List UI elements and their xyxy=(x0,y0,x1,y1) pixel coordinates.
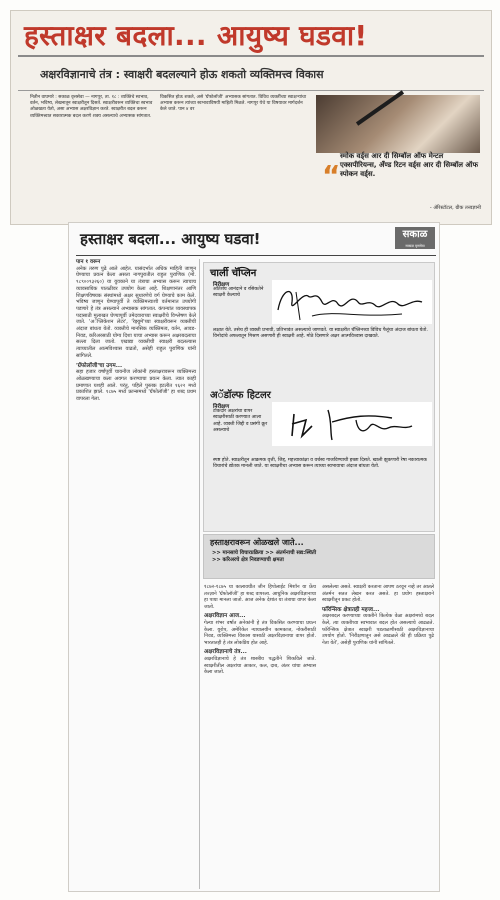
chaplin-title: चार्ली चॅप्लिन xyxy=(210,268,257,279)
top-subheadline: अक्षरविज्ञानाचे तंत्र : स्वाक्षरी बदलल्याने होऊ शकतो व्यक्तिमत्त्व विकास xyxy=(40,68,324,81)
column-divider xyxy=(199,259,200,889)
lower-column-1 xyxy=(204,584,316,889)
top-headline: हस्ताक्षर बदला... आयुष्य घडवा! xyxy=(24,19,368,52)
left-column-heading: पान १ वरून xyxy=(76,259,101,265)
top-divider xyxy=(18,55,484,57)
pull-quote: स्मोक वर्ड्स आर दी सिम्बॉल ऑफ मेन्टल एक्सपीरियन्स, अँण्ड रिटन वर्ड्स आर दी सिम्बॉल ऑफ स्पोकन वर्ड्स. xyxy=(340,152,478,178)
chaplin-observation-label: निरीक्षण xyxy=(213,282,230,288)
left-column-body: अनेक तरुण पुढे आले आहेत. यासंदर्भात अधिक माहिती जाणून घेण्याचा प्रयत्न केला असता नागपुरातील राहुल पुराणिक (मो. ९८९००९३२६०) या युवकाने या तंत्राचा अभ्यास करून त्याचाच व्यावसायिक पातळीवर उपयोग केला आहे. शिक्षणानंतर आणि शिक्षणविषयक संस्थांमध्ये अक्षर सुधारणेचे वर्ग घेण्याचे काम केले. भविष्य जाणून घेण्यापूर्वी ते व्यक्तिमत्त्वाशी वर्तमानात उपयोगी पडणारे हे तंत्र असल्याने अभ्यासक सांगतात. कंपन्यांत व्यवस्थापक पदासाठी मुलाखत घेण्यापूर्वी उमेदवाराच्या स्वाक्षरीचे विश्लेषण केले जाते. 'अॅप्लिकेशन लेटर', 'रेझ्युमे'च्या स्वाक्षरीवरून व्यक्तीची अंदाज बांधता येतो. व्यक्तीचे मानसिक व्यक्तिमत्व, वर्तन, आवड-निवड, करिअरसाठी योग्य दिशा याचा अभ्यास करून अक्षरबदलाचा सल्ला दिला जातो. एखाद्या व्यक्तीची स्वाक्षरी बदलल्यास त्याच्यातील आत्मविश्वास वाढतो, असेही राहुल पुराणिक यांनी सांगितले. xyxy=(76,265,196,359)
top-column-2: विकसित होऊ शकते, असे 'ग्रॅफोलॉजी' अभ्यासक सांगतात. विविध व्यक्तींच्या स्वाक्षऱ्यांचा अभ्यास करून त्यांच्या स्वभावाविषयी माहिती मिळते. नागपूर येथे या विषयावर मार्गदर्शन केले जाते. पान ४ वर xyxy=(160,95,307,113)
lower-column-2 xyxy=(322,584,434,889)
lower-column-2-subheading-1: फॉरेन्सिक क्षेत्रातही महत्त्व... xyxy=(322,606,380,613)
hitler-signature-image xyxy=(272,402,432,446)
hand-writing-photo xyxy=(316,95,480,153)
lower-column-2-para-2: अक्षरबदल करण्याच्या व्यक्तीने कित्येक वेळा अक्षरांमध्ये बदल केले, त्या व्यक्तीच्या स्वभावात बदल होत असल्याचे आढळते. फॉरेन्सिक क्षेत्रात स्वाक्षरी पडताळणीसाठी अक्षरविज्ञानाचा उपयोग होतो. 'निरीक्षणातून असे आढळले की ही प्रक्रिया पुढे नेता येते', असेही पुराणिक यांनी सांगितले. xyxy=(322,613,434,646)
hitler-analysis: स्पष्ट होते. स्वाक्षरीतून आक्रमक वृत्ती, जिद्द, महत्त्वाकांक्षा व वर्चस्व गाजविण्याची इच्छा दिसते. खाली झुकणारी रेषा नकारात्मक विचारांचे द्योतक मानली जाते. या स्वाक्षरीचा अभ्यास करून त्याच्या स्वभावाचा अंदाज बांधता येतो. xyxy=(213,458,427,470)
pull-quote-source: - ॲरिस्टॉटल, ग्रीक तत्त्वज्ञानी xyxy=(429,205,481,211)
main-headline: हस्ताक्षर बदला... आयुष्य घडवा! xyxy=(80,230,261,248)
lower-column-1-para-3: अक्षरविज्ञानाचे हे तंत्र शास्त्रीय पद्धतीने शिकविले जाते. स्वाक्षरीतील अक्षरांचा आकार, कल, दाब, अंतर यांचा अभ्यास केला जातो. xyxy=(204,655,316,676)
hitler-observation-text: टोकदार अक्षरांचा वापर स्वाक्षरीसाठी करण्यात आला आहे. व्यक्ती जिद्दी व प्रसंगी क्रूर असल्याचे xyxy=(213,409,268,434)
sakal-logo: सकाळ xyxy=(395,227,435,249)
lower-column-1-subheading-2: अक्षरविज्ञानाचे तंत्र... xyxy=(204,649,247,656)
top-divider-2 xyxy=(18,90,484,91)
sakal-logo-tagline: सकाळ वृत्तसेवा xyxy=(405,244,425,248)
lower-column-1-para-1: १८७२-१८७५ या कालावधीत जीन हिपोलाईट मिशॉन या फ्रेंच तज्ज्ञाने 'ग्रॅफोलॉजी' हा शब्द वापरला. आधुनिक अक्षरविज्ञानाचा हा पाया मानला जातो. आज अनेक देशांत या तंत्राचा वापर केला जातो. xyxy=(204,584,316,610)
left-column-subheading: 'ग्रॅफोलॉजी'चा उगम... xyxy=(76,362,123,369)
chaplin-observation-text: अतिशय आनंदाने व रसिकतेने स्वाक्षरी केल्याचे xyxy=(213,287,264,299)
highlight-item: >> करिअरचे क्षेत्र निवडण्याची क्षमता xyxy=(212,557,284,563)
top-column-1: नितीन वाघमारे : सकाळ वृत्तसेवा — नागपूर, ता. १८ : व्यक्तिचे स्वभाव, वर्तन, भविष्य, लेखनातून स्वाक्षरीतून दिसते. स्वाक्षरीवरून व्यक्तिचा स्वभाव ओळखता येतो, असा अभ्यास अक्षरविज्ञान करते. स्वाक्षरीत बदल करून व्यक्तिमत्त्वात सकारात्मक बदल करणे शक्य असल्याचे अभ्यासक सांगतात. xyxy=(30,95,153,119)
highlight-box-list xyxy=(212,550,432,578)
hitler-title: अॅडॉल्फ हिटलर xyxy=(210,390,271,401)
lower-column-1-para-2: गेल्या शंभर वर्षांत अनेकांनी हे तंत्र विकसित करण्याचा प्रयत्न केला. युरोप, अमेरिकेत न्यायालयीन कामकाज, नोकरीसाठी निवड, व्यक्तिमत्त्व विकास यासाठी अक्षरविज्ञानाचा वापर होतो. भारतातही हे तंत्र लोकप्रिय होत आहे. xyxy=(204,619,316,646)
quote-mark-icon: “ xyxy=(322,159,341,192)
main-divider xyxy=(76,255,436,256)
left-column-body-2: सहा हजार वर्षांपूर्वी चायनीज लोकांनी हस्ताक्षरावरून व्यक्तिमत्त्व ओळखण्याचा कला अवगत करण्याचा प्रयत्न केला. त्यात काही प्रमाणात यशही आले. परंतु, पहिले पुस्तक इटलीत १६२२ मध्ये प्रकाशित झाले. १८७५ मध्ये फ्रान्समध्ये 'ग्रॅफोलॉजी' हा शब्द प्रथम वापरला गेला. xyxy=(76,369,196,403)
hitler-observation-label: निरीक्षण xyxy=(213,404,230,410)
lower-column-1-subheading-1: अक्षरविज्ञान आज... xyxy=(204,613,246,620)
highlight-item: >> मानसाचे विचारप्रक्रिया >> अंतर्मनाची सद्य:स्थिती xyxy=(212,550,317,556)
highlight-box-title: हस्ताक्षरावरून ओळखले जाते... xyxy=(210,538,304,547)
left-column xyxy=(76,259,196,889)
lower-column-2-para-1: असलेल्या असते. स्वाक्षरी करताना आपण ठरवून नव्हे तर आतले अंतर्मन सतत लेखन करत असते. हा प्रयोग हस्ताक्षराने स्वाक्षरीतून प्रकट होतो. xyxy=(322,584,434,604)
chaplin-signature-image xyxy=(272,280,432,324)
chaplin-analysis: लक्षात येते. तसेच ही व्यक्ती प्रभावी, प्रतिभावंत असल्याचे जाणवते. या स्वाक्षरीत चॅप्लिनच्या विविध पैलूंचा अंदाज बांधता येतो. विनोदांचे अफलातून मिश्रण असणारी ही स्वाक्षरी आहे. मोठे दिसणारे अक्षर आत्मविश्वास दाखवते. xyxy=(213,328,428,340)
